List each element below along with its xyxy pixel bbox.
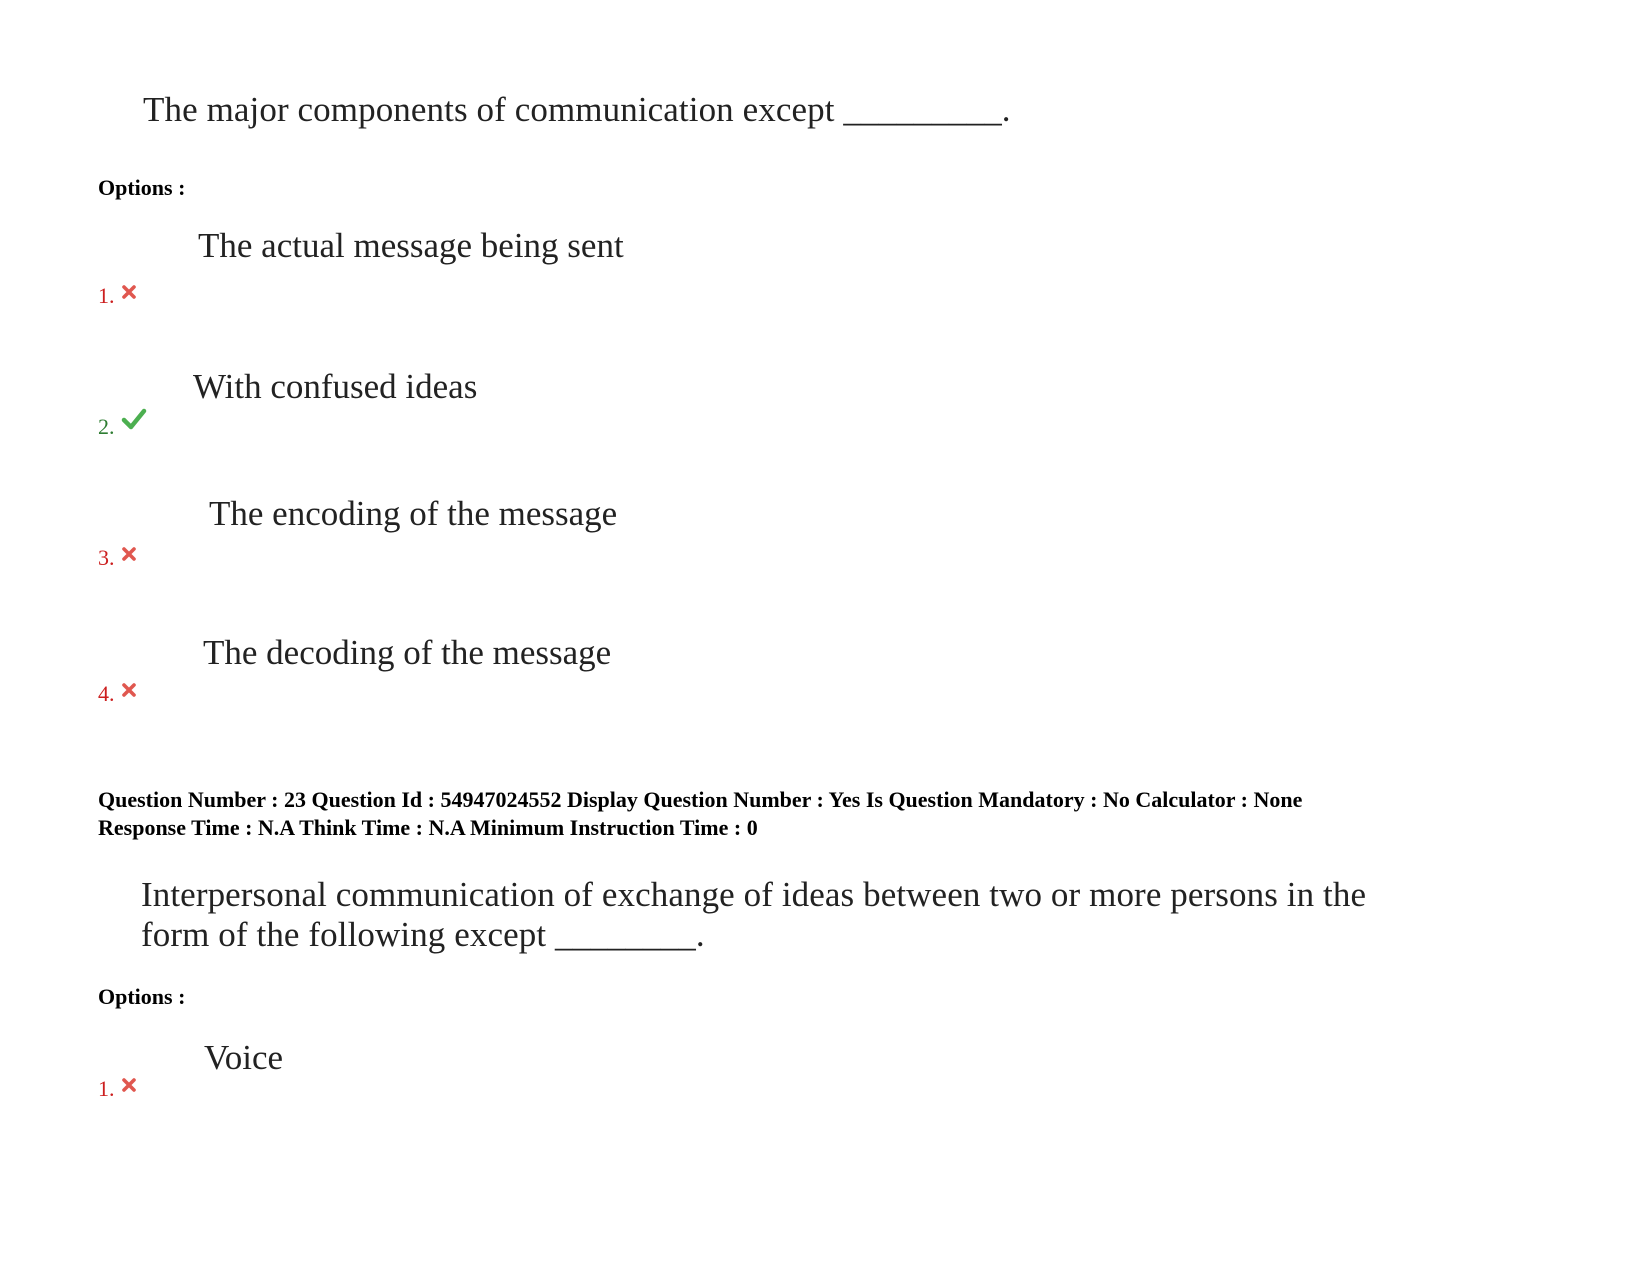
question-meta-line-2: Response Time : N.A Think Time : N.A Minimum Instruction Time : 0 (98, 815, 758, 840)
option-text-2: With confused ideas (193, 367, 478, 406)
options-label: Options : (98, 984, 186, 1009)
option-text-1: Voice (204, 1038, 284, 1077)
option-number-label: 1. (98, 283, 115, 308)
cross-icon (121, 678, 137, 704)
option-text-1: The actual message being sent (198, 226, 624, 265)
check-icon (121, 408, 147, 436)
question-text-line-2: form of the following except ________. (141, 915, 705, 954)
option-text-4: The decoding of the message (203, 633, 612, 672)
option-text-3: The encoding of the message (209, 494, 618, 533)
question-meta-line-1: Question Number : 23 Question Id : 54947024552 Display Question Number : Yes Is Question Mandatory : No Calculator : None (98, 787, 1303, 812)
option-number-1 (98, 1076, 137, 1102)
option-number-2 (98, 414, 147, 440)
option-number-1 (98, 283, 137, 309)
option-number-label: 1. (98, 1076, 115, 1101)
options-label: Options : (98, 175, 186, 200)
option-number-label: 2. (98, 414, 115, 439)
question-text-line-1: Interpersonal communication of exchange of ideas between two or more persons in the (141, 875, 1367, 914)
cross-icon (121, 280, 137, 306)
option-number-label: 4. (98, 681, 115, 706)
option-number-label: 3. (98, 545, 115, 570)
option-number-3 (98, 545, 137, 571)
option-number-4 (98, 681, 137, 707)
cross-icon (121, 542, 137, 568)
question-text: The major components of communication except _________. (143, 90, 1011, 129)
cross-icon (121, 1073, 137, 1099)
